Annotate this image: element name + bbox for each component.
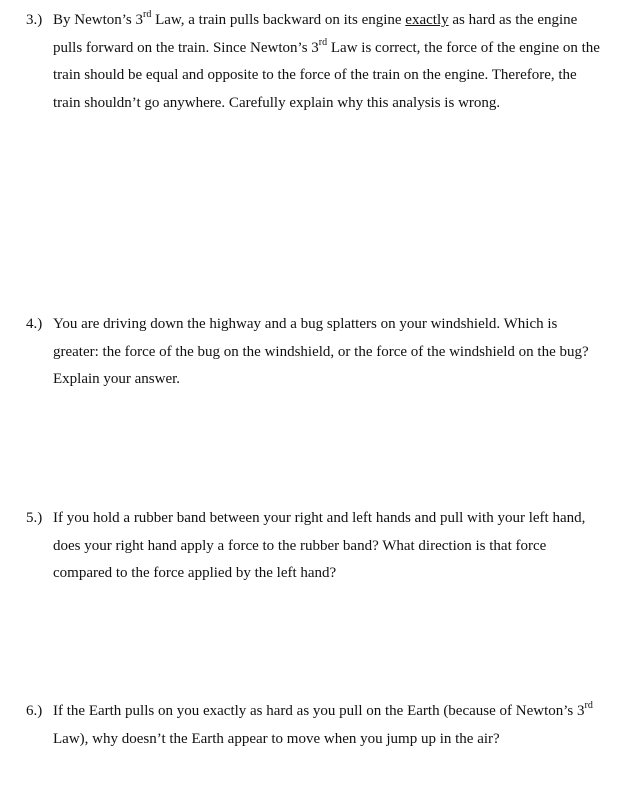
question-number: 6.): [26, 703, 43, 719]
question-text: You are driving down the highway and a bug splatters on your windshield. Which is greater: the force of the bug on the windshield, or the force of the windshield on the bug? Explain your answer.: [53, 316, 589, 387]
emphasis-underlined: exactly: [405, 12, 449, 28]
question-number: 4.): [26, 316, 43, 332]
question-text: By Newton’s 3rd Law, a train pulls backward on its engine exactly as hard as the engine pulls forward on the train. Since Newton’s 3rd Law is correct, the force of the engine on the train should be equal and opposite to the force of the train on the engine. Therefore, the train shouldn’t go anywhere. Carefully explain why this analysis is wrong.: [53, 9, 600, 111]
question-number: 5.): [26, 510, 43, 526]
question-text: If the Earth pulls on you exactly as hard as you pull on the Earth (because of Newton’s 3rd Law), why doesn’t the Earth appear to move when you jump up in the air?: [53, 700, 593, 747]
question-text: If you hold a rubber band between your right and left hands and pull with your left hand, does your right hand apply a force to the rubber band? What direction is that force compared to the force applied by the left hand?: [53, 510, 586, 581]
question-number: 3.): [26, 12, 43, 28]
